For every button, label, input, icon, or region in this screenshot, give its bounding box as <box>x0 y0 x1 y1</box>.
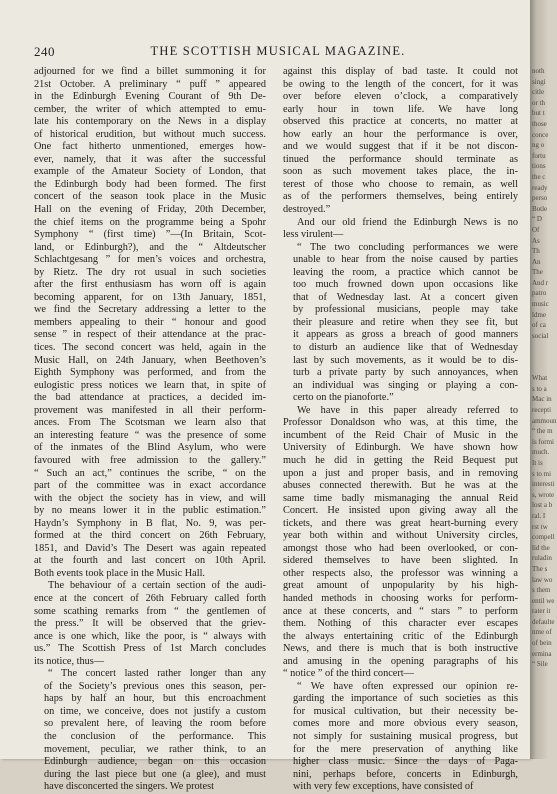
left-column-text-line: with the object the society has in view, and will <box>34 492 266 504</box>
left-column-text-line: formed at the third concert on 26th February, <box>34 530 266 542</box>
right-column-text-line: certo on the pianoforte.” <box>293 392 394 404</box>
left-column-text-line: Haydn’s Symphony in B flat, No. 9, was per- <box>34 517 266 529</box>
right-column-text-line: early hour in town life. We have long <box>283 103 518 115</box>
left-column-text-line: haps by half an hour, but this encroachment <box>44 693 266 705</box>
facing-page-fragment: lost a b <box>532 501 553 510</box>
right-column-text-line: by professional musicians, people may take <box>293 304 518 316</box>
facing-page-fragment: Th <box>532 247 540 256</box>
facing-page-fragment: nme of <box>532 628 552 637</box>
left-column <box>34 66 266 794</box>
right-column-text-line: ance at these concerts, and “ stars ” to perform <box>283 605 518 617</box>
right-column-text-line: and we would suggest that if it be not discon- <box>283 141 518 153</box>
right-column-text-line: for musical cultivation, but their necessity be- <box>293 705 518 717</box>
page-header <box>34 44 522 60</box>
facing-page-fragment: noth <box>532 67 545 75</box>
facing-page-fragment: singi <box>532 77 546 86</box>
left-column-text-line: have disconcerted the singers. We protest <box>44 781 214 793</box>
facing-page-fragment: compell <box>532 533 555 542</box>
facing-page-fragment: Of <box>532 225 540 234</box>
left-column-text-line: the press.” It will be observed that the griev- <box>34 618 266 630</box>
facing-page-fragment: It is <box>532 458 543 467</box>
right-column-text-line: News, and there is much that is both instructive <box>283 643 518 655</box>
left-column-text-line: part of the committee was in exact accordance <box>34 480 266 492</box>
left-column-text-line: sense ” in respect of their attendance at the prac- <box>34 329 266 341</box>
facing-page-fragment: entil we <box>532 596 555 605</box>
facing-page-fragment: s to a <box>532 384 547 393</box>
left-column-text-line: members appealing to their “ honour and good <box>34 316 266 328</box>
facing-page-fragment: ldme <box>532 310 546 319</box>
left-column-text-line: Symphony “ (first time) ”—(In Britain, Scot- <box>34 229 266 241</box>
left-column-text-line: late his contemporary on the News in a display <box>34 116 266 128</box>
facing-page-fragment <box>530 341 547 352</box>
left-column-text-line: The behaviour of a certain section of the audi- <box>48 580 266 592</box>
right-column-text-line: incumbent of the Reid Chair of Music in the <box>283 429 518 441</box>
facing-page-fragment: is formi <box>532 437 554 446</box>
facing-page-fragment: defaulte <box>532 617 555 626</box>
facing-page-fragment: ammoun <box>532 416 557 425</box>
left-column-text-line: Hall on the evening of Friday, 20th December, <box>34 204 266 216</box>
right-column-text-line: Professor Donaldson who was, at this time, the <box>283 417 518 429</box>
right-column-text-line: them. Nothing of this character ever escapes <box>283 618 518 630</box>
left-column-text-line: becoming apparent, for on 13th January, 1851, <box>34 291 266 303</box>
right-column-text-line: comes more and more obvious every season, <box>293 718 518 730</box>
right-column-text-line: unable to hear from the noise caused by parties <box>293 254 518 266</box>
right-column-text-line: the always entertaining critic of the Edinburgh <box>283 630 518 642</box>
right-column-text-line: observed this practice at concerts, no matter at <box>283 116 518 128</box>
left-column-text-line: of historical erudition, but without much success. <box>34 128 266 140</box>
facing-page-fragment: s to mi <box>532 469 552 478</box>
right-column-text-line: “ notice ” of the third concert— <box>283 668 414 680</box>
facing-page-fragment: recepti <box>532 406 552 414</box>
facing-page-fragment: Mac in <box>532 395 552 404</box>
facing-page-fragment: but t <box>532 109 545 118</box>
facing-page-fragment: ng o <box>532 141 545 150</box>
page-number: 240 <box>34 44 55 59</box>
facing-page-fragment: s them <box>532 586 551 595</box>
facing-page-fragment: The s <box>532 564 548 573</box>
facing-page-fragment: much. <box>532 448 550 457</box>
facing-page-fragment: ready <box>532 183 548 192</box>
facing-page-fragment <box>530 352 547 363</box>
facing-page-fragment: fortu <box>532 151 546 160</box>
running-title: THE SCOTTISH MUSICAL MAGAZINE. <box>150 44 406 58</box>
right-column-text-line: tinued the performance should terminate as <box>283 153 518 165</box>
facing-page-fragment: “ D <box>532 215 542 224</box>
right-column-text-line: Concert. He insisted upon giving away all the <box>283 505 518 517</box>
facing-page-fragment: the c <box>532 172 546 181</box>
facing-page-fragment: law wo <box>532 575 553 584</box>
left-column-text-line: after the first enthusiasm has worn off is again <box>34 279 266 291</box>
right-column-text-line: “ The two concluding performances we were <box>297 241 518 253</box>
right-column-text-line: too much frowned down upon occasions like <box>293 279 518 291</box>
left-column-text-line: adjourned for we find a billet summoning it for <box>34 66 266 77</box>
right-column-text-line: same time badly mismanaging the annual Reid <box>283 492 518 504</box>
right-column-text-line: great amount of unpopularity by his high- <box>283 580 518 592</box>
left-column-text-line: the chief items on the programme being a Spohr <box>34 216 266 228</box>
left-column-text-line: by no means lower it in the public estimation.” <box>34 505 266 517</box>
right-column-text-line: and amusing in the opening paragraphs of his <box>283 655 518 667</box>
left-column-text-line: the Edinburgh body had been formed. The first <box>34 178 266 190</box>
right-column-text-line: turb a private party by such annoyances, when <box>293 367 518 379</box>
facing-page-fragment: rst tw <box>532 522 548 531</box>
left-column-text-line: eulogistic press notices we learn that, in spite of <box>34 379 266 391</box>
right-column-text-line: nini, perhaps before, concerts in Edinburgh, <box>293 768 518 780</box>
right-column-text-line: last by such movements, as it would be to dis- <box>293 354 518 366</box>
left-column-text-line: of the Society’s previous ones this season, per- <box>44 680 266 692</box>
right-column-text-line: tickets, and there was great heart-burning every <box>283 517 518 529</box>
facing-page-fragment: What <box>532 374 548 383</box>
right-column-text-line: leaving the room, a practice which cannot be <box>293 266 518 278</box>
right-column-text-line: to disturb an audience like that of Wednesday <box>293 342 518 354</box>
left-column-text-line: ance is one which, like the poor, is “ always with <box>34 630 266 642</box>
left-column-text-line: the bad attendance at practices, a decided im- <box>34 392 266 404</box>
right-column-text-line: that of Wednesday last. At a concert given <box>293 291 518 303</box>
left-column-text-line: movement, peculiar, we rather think, to an <box>44 743 266 755</box>
right-column-text-line: year both within and without University circles, <box>283 530 518 542</box>
right-column-text-line: much he did in getting the Reid Bequest put <box>283 454 518 466</box>
right-column-text-line: not simply for sustaining musical progress, but <box>293 730 518 742</box>
facing-page-fragment <box>530 363 547 374</box>
left-column-text-line: Music Hall, on 24th January, when Beethoven’s <box>34 354 266 366</box>
left-column-text-line: provement was manifested in all their perform- <box>34 404 266 416</box>
facing-page-fragment: An <box>532 257 541 266</box>
right-column-text-line: other respects also, the professor was winning a <box>283 567 518 579</box>
right-column-text-line: handed methods in choosing works for perform- <box>283 592 518 604</box>
left-column-text-line: cember, the writer of which attempted to emu- <box>34 103 266 115</box>
right-column-text-line: their pleasure and retire when they see fit, but <box>293 316 518 328</box>
facing-page-fragment: ruladin <box>532 554 552 563</box>
facing-page-fragment: ermina <box>532 649 552 658</box>
facing-page-fragment: “ Sile <box>532 660 548 669</box>
left-column-text-line: concert of the season took place in the Music <box>34 191 266 203</box>
right-column-text-line: sidered themselves to have been slighted. In <box>283 555 518 567</box>
facing-page-fragment: lid the <box>532 543 550 552</box>
left-column-text-line: its notice, thus— <box>34 655 105 667</box>
right-column-text-line: it appears as gross a breach of good manners <box>293 329 518 341</box>
right-column-text-line: with very few exceptions, have consisted of <box>293 781 474 793</box>
left-column-text-line: some scathing remarks from “ the gentlemen of <box>34 605 266 617</box>
right-column-text-line: terest of those who choose to remain, as well <box>283 178 518 190</box>
facing-page-fragment: s, wrote <box>532 490 555 499</box>
left-column-text-line: Schlachtgesang ” for men’s voices and orchestra, <box>34 254 266 266</box>
left-column-text-line: tices. The second concert was held, again in the <box>34 342 266 354</box>
left-column-text-line: ances. From The Scotsman we learn also that <box>34 417 266 429</box>
left-column-text-line: “ Such an act,” continues the scribe, “ on the <box>34 467 266 479</box>
right-column-text-line: upon a just and proper basis, and in removing <box>283 467 518 479</box>
facing-page-fragment: Botle <box>532 204 548 213</box>
left-column-text-line: Both events took place in the Music Hall. <box>34 567 206 579</box>
facing-page-fragment: of bein <box>532 639 552 648</box>
facing-page-fragment: citle <box>532 88 545 97</box>
facing-page-fragment: conce <box>532 130 549 139</box>
right-column-text-line: higher class music. Since the days of Paga- <box>293 756 518 768</box>
facing-page-edge <box>530 0 557 759</box>
right-column-text-line: University of Edinburgh. We have shown how <box>283 442 518 454</box>
facing-page-fragment: music <box>532 300 549 309</box>
left-column-text-line: favoured with free admission to the gallery.” <box>34 454 266 466</box>
left-column-text-line: in the Edinburgh Evening Courant of 9th De- <box>34 91 266 103</box>
left-column-text-line: Edinburgh audience, began on this occasion <box>44 756 266 768</box>
facing-page-fragment: “ the m <box>532 427 553 436</box>
right-column-text-line: garding the importance of such societies as this <box>293 693 518 705</box>
facing-page-fragment: social <box>532 331 549 340</box>
left-column-text-line: One fact hitherto unmentioned, emerges how- <box>34 141 266 153</box>
left-column-text-line: at the fourth and last concert on 10th April. <box>34 555 266 567</box>
left-column-text-line: land, or Edinburgh?), and the “ Altdeutscher <box>34 241 266 253</box>
facing-page-fragment: or th <box>532 98 546 107</box>
right-column-text-line: over before eleven o’clock, a comparatively <box>283 91 518 103</box>
right-column-text-line: We have in this paper already referred to <box>297 404 518 416</box>
left-column-text-line: “ The concert lasted rather longer than any <box>48 668 266 680</box>
left-column-text-line: ence at the concert of 26th February called forth <box>34 592 266 604</box>
facing-page-fragment: of ca <box>532 321 546 330</box>
facing-page-fragment: As <box>532 236 540 245</box>
facing-page-fragment: patro <box>532 289 547 298</box>
right-column-text-line: “ We have often expressed our opinion re- <box>297 680 518 692</box>
left-column-text-line: during the last piece but one (a glee), and must <box>44 768 266 780</box>
right-column-text-line: destroyed.” <box>283 204 331 216</box>
left-column-text-line: 1851, and David’s The Desert was again repeated <box>34 542 266 554</box>
facing-page-fragment: perso <box>532 194 548 203</box>
left-column-text-line: on time, we conceive, does not justify a custom <box>44 705 266 717</box>
right-column-text-line: an individual was singing or playing a con- <box>293 379 518 391</box>
facing-page-fragment: those <box>532 119 547 128</box>
right-column-text-line: how early an hour the performance is over, <box>283 128 518 140</box>
facing-page-fragment: interesti <box>532 480 555 489</box>
right-column-text-line: And our old friend the Edinburgh News is no <box>297 216 518 228</box>
right-column-text-line: less virulent— <box>283 229 344 241</box>
facing-page-fragment: The <box>532 268 543 277</box>
right-column-text-line: against this display of bad taste. It could not <box>283 66 518 77</box>
left-column-text-line: Eighth Symphony was performed, and from the <box>34 367 266 379</box>
left-column-text-line: the conclusion of the performance. This <box>44 730 266 742</box>
left-column-text-line: so prevalent here, of leaving the room before <box>44 718 266 730</box>
right-column-text-line: be owing to the length of the concert, for it was <box>283 78 518 90</box>
right-column <box>283 66 518 794</box>
facing-page-fragment: And r <box>532 278 549 287</box>
right-column-text-line: for the mere preservation of anything like <box>293 743 518 755</box>
left-column-text-line: of the inmates of the Blind Asylum, who were <box>34 442 266 454</box>
right-column-text-line: amongst those who had been overlooked, or con- <box>283 542 518 554</box>
left-column-text-line: an interesting feature “ was the presence of some <box>34 429 266 441</box>
right-column-text-line: soon as such movement takes place, the in- <box>283 166 518 178</box>
facing-page-fragment: tions <box>532 162 546 171</box>
left-column-text-line: example of the Amateur Society of London, that <box>34 166 266 178</box>
right-column-text-line: as of the performers themselves, being entirely <box>283 191 518 203</box>
left-column-text-line: us.” The Scottish Press of 1st March concludes <box>34 643 266 655</box>
left-column-text-line: ever, namely, that it was after the successful <box>34 153 266 165</box>
left-column-text-line: by Rietz. The dry rot usual in such societies <box>34 266 266 278</box>
facing-page-fragment: ral. I <box>532 511 546 520</box>
left-column-text-line: we find the Secretary addressing a letter to the <box>34 304 266 316</box>
left-column-text-line: 21st October. A preliminary “ puff ” appeared <box>34 78 266 90</box>
right-column-text-line: abuses connected therewith. But he was at the <box>283 480 518 492</box>
facing-page-fragment: rater it <box>532 607 551 616</box>
